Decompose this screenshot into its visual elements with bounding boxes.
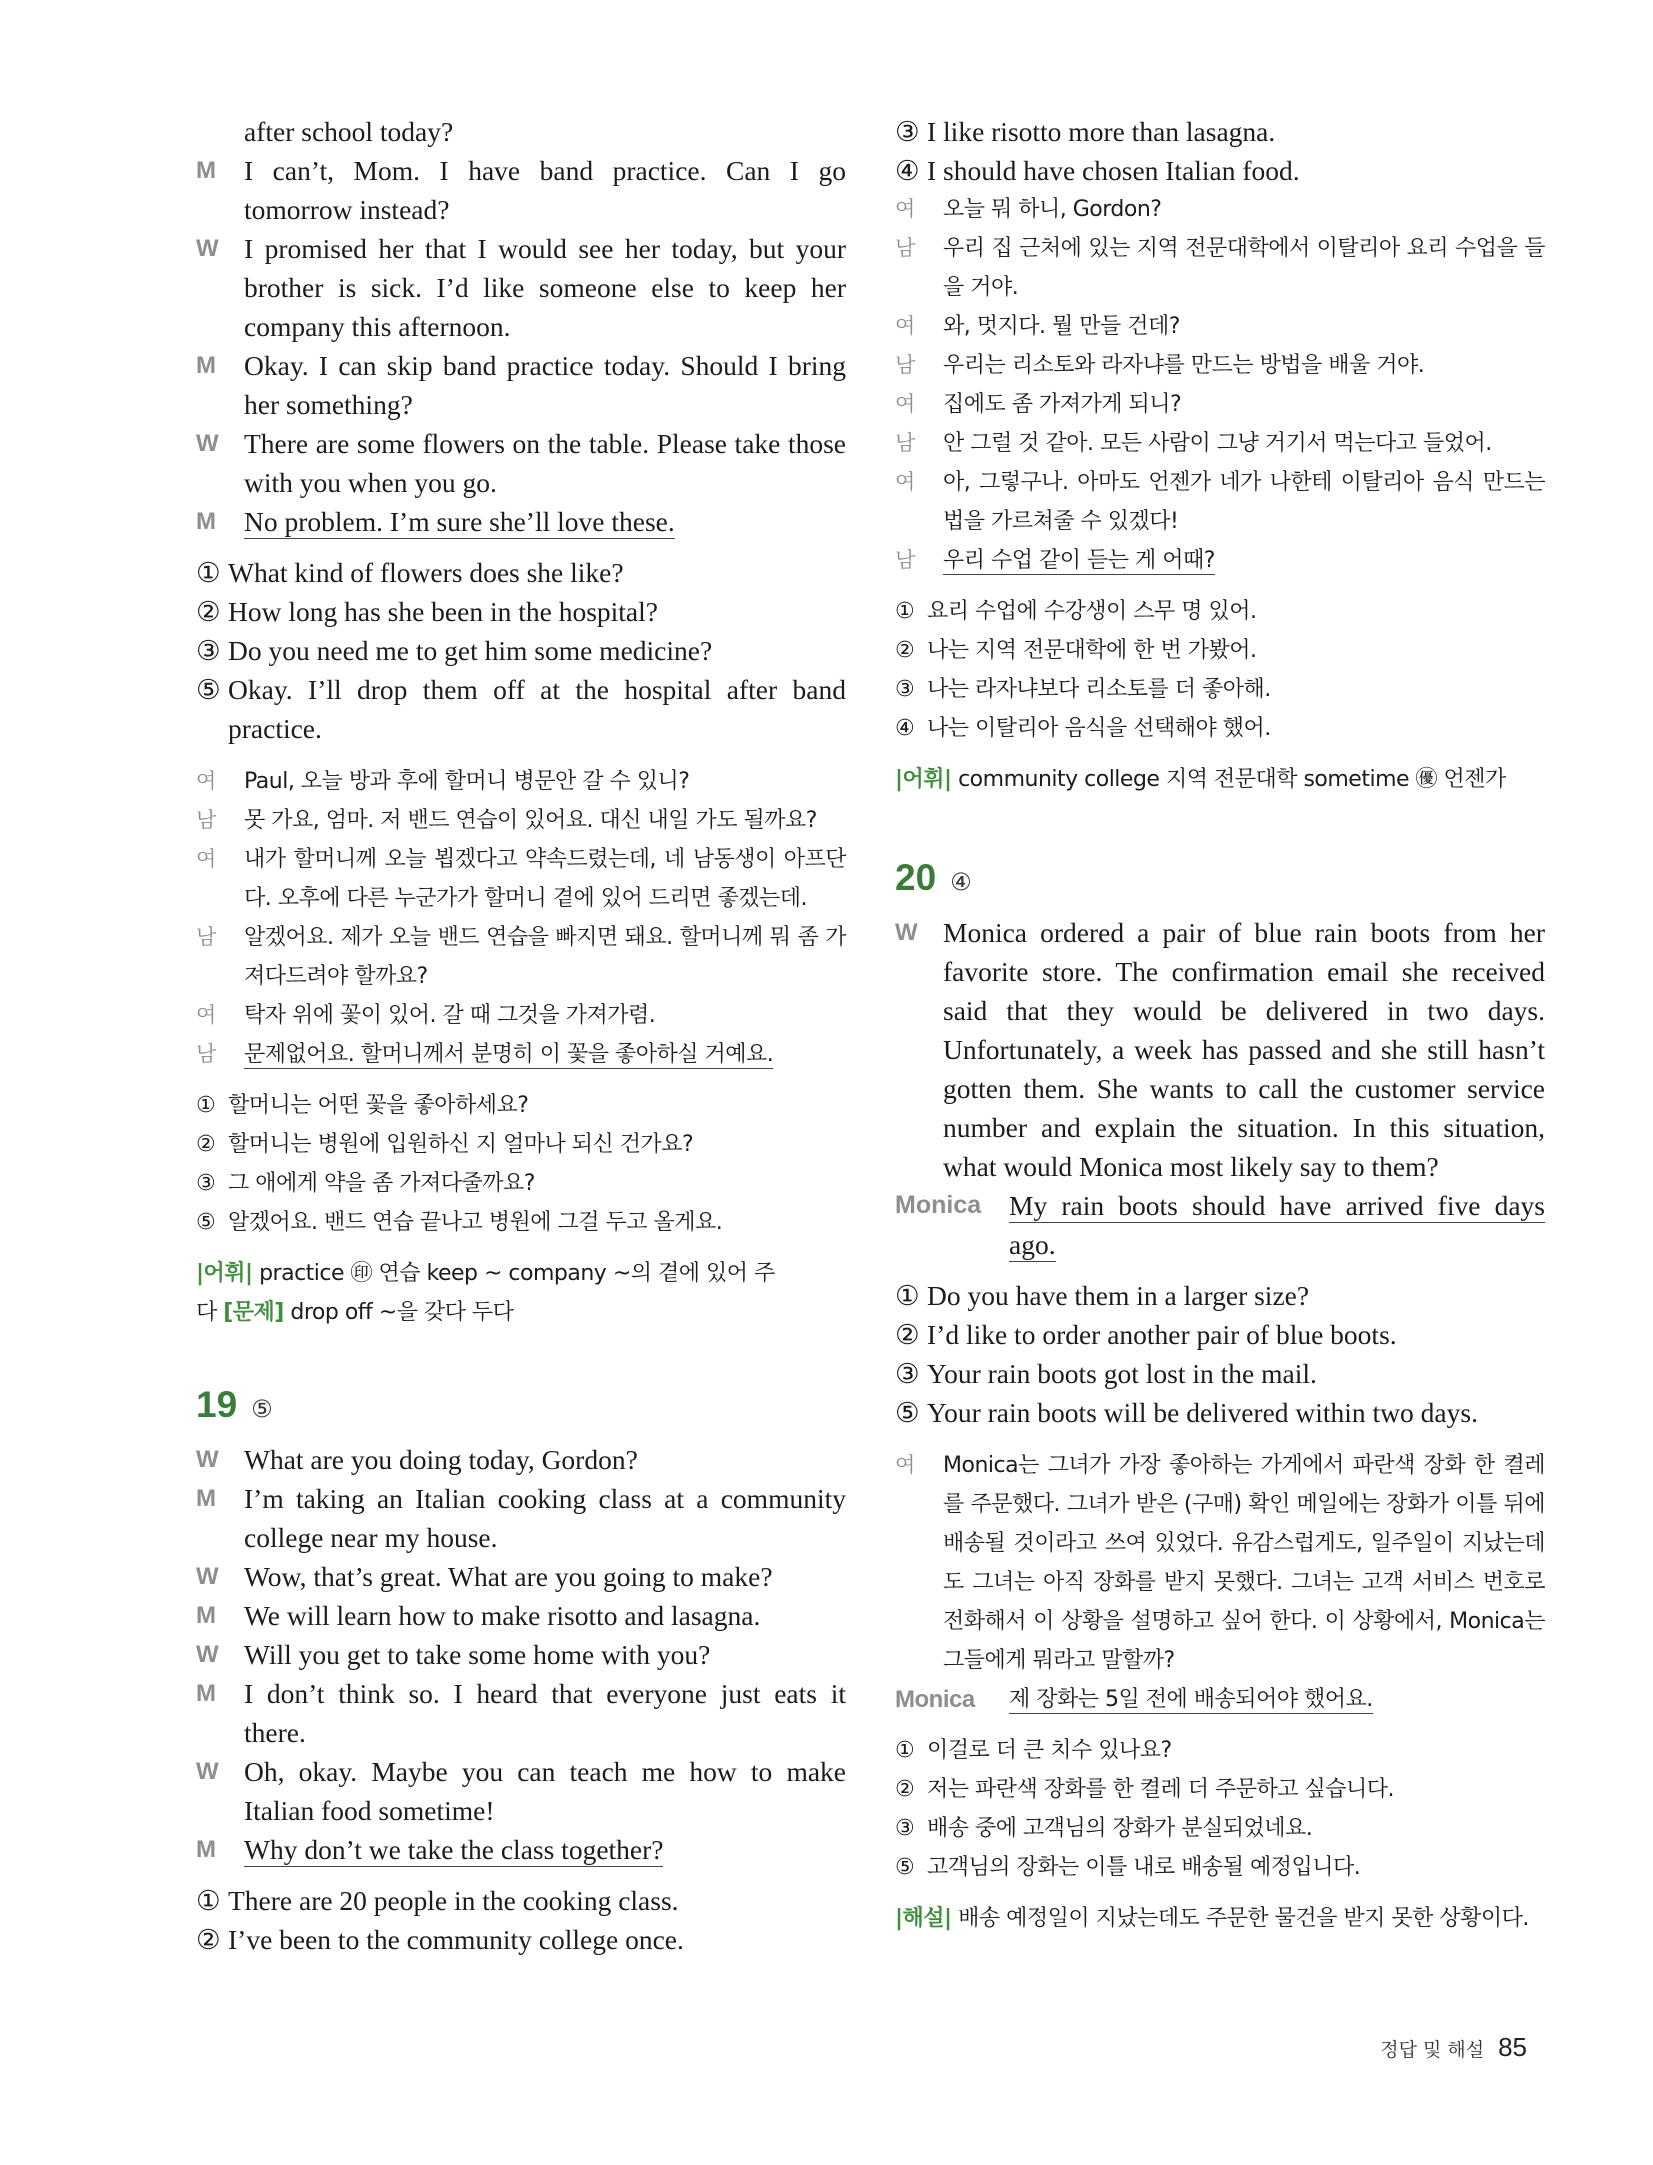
dialogue-text: I’m taking an Italian cooking class at a community college near my house. xyxy=(244,1483,846,1553)
option-item xyxy=(196,1086,846,1125)
dialogue-text: Paul, 오늘 방과 후에 할머니 병문안 갈 수 있니? xyxy=(244,769,690,794)
speaker-label: M xyxy=(196,157,216,184)
vocab-line xyxy=(196,1254,846,1293)
dialogue-text: 내가 할머니께 오늘 뵙겠다고 약속드렸는데, 네 남동생이 아프단다. 오후에 다른 누군가가 할머니 곁에 있어 드리면 좋겠는데. xyxy=(244,847,846,911)
dialogue-line xyxy=(895,229,1545,307)
option-text: I like risotto more than lasagna. xyxy=(927,116,1276,147)
dialogue-text: 탁자 위에 꽃이 있어. 갈 때 그것을 가져가렴. xyxy=(244,1003,656,1028)
option-text: 알겠어요. 밴드 연습 끝나고 병원에 그걸 두고 올게요. xyxy=(228,1210,723,1235)
dialogue-line xyxy=(895,346,1545,385)
dialogue-line xyxy=(895,913,1545,1186)
answer-line-wrap xyxy=(244,502,846,541)
speaker-label: 남 xyxy=(895,548,915,572)
option-item xyxy=(895,1276,1545,1315)
dialogue-line xyxy=(196,996,846,1035)
speaker-label: W xyxy=(196,235,219,262)
vocab-tag: |어휘| xyxy=(196,1261,253,1286)
right-column xyxy=(895,112,1545,1938)
speaker-label: W xyxy=(196,1446,219,1473)
dialogue-line xyxy=(895,1680,1545,1719)
dialogue-line xyxy=(895,1186,1545,1264)
option-item xyxy=(196,670,846,748)
dialogue-text: I don’t think so. I heard that everyone just eats it there. xyxy=(244,1678,846,1748)
option-number: ⑤ xyxy=(895,1397,920,1428)
q19-dialogue xyxy=(196,1440,846,1869)
q20-options xyxy=(895,1276,1545,1432)
question-number: 19 xyxy=(196,1384,238,1425)
narration-text: Monica ordered a pair of blue rain boots from her favorite store. The confirmation email she received said that they would be delivered in two days. Unfortunately, a week has passed and she still hasn’t gotten them. She wants to call the customer service number and explain the situation. In this situation, what would Monica most likely say to them? xyxy=(943,917,1545,1182)
answer-line-wrap xyxy=(1009,1680,1545,1719)
dialogue-text: 와, 멋지다. 뭘 만들 건데? xyxy=(943,314,1180,339)
option-item xyxy=(196,592,846,631)
option-item xyxy=(895,670,1545,709)
option-number: ③ xyxy=(895,1816,915,1841)
dialogue-text: after school today? xyxy=(244,116,454,147)
speaker-label: M xyxy=(196,1602,216,1629)
vocab-tag: |어휘| xyxy=(895,767,952,792)
question-20-header xyxy=(895,857,1545,899)
option-item xyxy=(895,631,1545,670)
dialogue-line xyxy=(196,1830,846,1869)
vocab-text-pre: 다 xyxy=(196,1300,224,1325)
dialogue-text: 오늘 뭐 하니, Gordon? xyxy=(943,197,1162,222)
option-item xyxy=(895,1770,1545,1809)
option-number: ① xyxy=(196,1885,221,1916)
answer-line-wrap xyxy=(244,1830,846,1869)
option-item xyxy=(196,1203,846,1242)
dialogue-line xyxy=(196,1674,846,1752)
dialogue-line xyxy=(895,463,1545,541)
dialogue-line xyxy=(196,502,846,541)
option-number: ⑤ xyxy=(196,1210,216,1235)
option-item xyxy=(895,112,1545,151)
option-text: 할머니는 어떤 꽃을 좋아하세요? xyxy=(228,1093,529,1118)
dialogue-line xyxy=(895,307,1545,346)
speaker-label: 여 xyxy=(895,314,915,338)
speaker-label: M xyxy=(196,508,216,535)
option-number: ③ xyxy=(196,1171,216,1196)
dialogue-text: 알겠어요. 제가 오늘 밴드 연습을 빠지면 돼요. 할머니께 뭐 좀 가져다드려야 할까요? xyxy=(244,925,846,989)
answer-line-wrap xyxy=(244,1035,846,1074)
dialogue-line xyxy=(196,801,846,840)
question-number: 20 xyxy=(895,857,937,898)
option-text: 나는 라자냐보다 리소토를 더 좋아해. xyxy=(927,677,1271,702)
answer-mark: ⑤ xyxy=(251,1395,273,1423)
option-text: 배송 중에 고객님의 장화가 분실되었네요. xyxy=(927,1816,1313,1841)
option-text: 그 애에게 약을 좀 가져다줄까요? xyxy=(228,1171,535,1196)
dialogue-line xyxy=(196,918,846,996)
q18-korean-dialogue xyxy=(196,762,846,1074)
dialogue-line xyxy=(196,1440,846,1479)
option-item xyxy=(895,1354,1545,1393)
narration-text: Monica는 그녀가 가장 좋아하는 가게에서 파란색 장화 한 켤레를 주문했다. 그녀가 받은 (구매) 확인 메일에는 장화가 이틀 뒤에 배송될 것이라고 쓰여 있었다. 유감스럽게도, 일주일이 지났는데도 그녀는 아직 장화를 받지 못했다. 그녀는 고객 서비스 번호로 전화해서 이 상황을 설명하고 싶어 한다. 이 상황에서, Monica는 그들에게 뭐라고 말할까? xyxy=(943,1453,1545,1673)
speaker-label: M xyxy=(196,1680,216,1707)
option-text: Your rain boots will be delivered within two days. xyxy=(927,1397,1478,1428)
option-item xyxy=(196,1164,846,1203)
q20-narration xyxy=(895,913,1545,1264)
q18-korean-options xyxy=(196,1086,846,1242)
option-text: Okay. I’ll drop them off at the hospital after band practice. xyxy=(228,674,846,744)
option-item xyxy=(895,1809,1545,1848)
speaker-label: 남 xyxy=(895,431,915,455)
dialogue-line xyxy=(196,1752,846,1830)
answer-line: No problem. I’m sure she’ll love these. xyxy=(244,506,675,537)
dialogue-line xyxy=(895,541,1545,580)
speaker-label: W xyxy=(196,1641,219,1668)
dialogue-text: Wow, that’s great. What are you going to make? xyxy=(244,1561,773,1592)
speaker-label: Monica xyxy=(895,1686,975,1713)
speaker-label: 여 xyxy=(895,1453,915,1477)
answer-line-wrap xyxy=(1009,1186,1545,1264)
q18-options xyxy=(196,553,846,748)
option-number: ② xyxy=(196,596,221,627)
speaker-label: 여 xyxy=(196,847,216,871)
option-item xyxy=(196,1125,846,1164)
answer-line-wrap xyxy=(943,541,1545,580)
speaker-label: M xyxy=(196,1836,216,1863)
option-item xyxy=(196,1920,846,1959)
speaker-label: W xyxy=(895,919,918,946)
dialogue-text: Okay. I can skip band practice today. Should I bring her something? xyxy=(244,350,846,420)
option-text: What kind of flowers does she like? xyxy=(228,557,624,588)
page-number: 85 xyxy=(1498,2032,1527,2062)
option-number: ③ xyxy=(196,635,221,666)
option-number: ② xyxy=(895,638,915,663)
speaker-label: W xyxy=(196,1563,219,1590)
option-text: 할머니는 병원에 입원하신 지 얼마나 되신 건가요? xyxy=(228,1132,694,1157)
dialogue-line xyxy=(196,1635,846,1674)
option-text: Your rain boots got lost in the mail. xyxy=(927,1358,1317,1389)
dialogue-line xyxy=(196,1596,846,1635)
footer-section-title: 정답 및 해설 xyxy=(1380,2039,1485,2061)
page-footer xyxy=(1380,2032,1527,2063)
speaker-label: 여 xyxy=(196,1003,216,1027)
dialogue-line xyxy=(196,1557,846,1596)
dialogue-line xyxy=(196,151,846,229)
dialogue-text: We will learn how to make risotto and lasagna. xyxy=(244,1600,761,1631)
q19-options xyxy=(196,1881,846,1959)
option-item xyxy=(895,1393,1545,1432)
option-text: I’d like to order another pair of blue boots. xyxy=(927,1319,1397,1350)
dialogue-line xyxy=(895,1446,1545,1680)
option-number: ③ xyxy=(895,677,915,702)
option-text: Do you have them in a larger size? xyxy=(927,1280,1310,1311)
dialogue-text: I promised her that I would see her today, but your brother is sick. I’d like someone else to keep her company this afternoon. xyxy=(244,233,846,342)
speaker-label: 여 xyxy=(196,769,216,793)
option-text: 나는 이탈리아 음식을 선택해야 했어. xyxy=(927,716,1271,741)
vocab-text: practice ㊞ 연습 keep ~ company ~의 곁에 있어 주 xyxy=(259,1261,775,1286)
option-item xyxy=(196,553,846,592)
q18-dialogue xyxy=(196,112,846,541)
speaker-label: W xyxy=(196,430,219,457)
option-number: ④ xyxy=(895,155,920,186)
option-text: Do you need me to get him some medicine? xyxy=(228,635,713,666)
dialogue-line xyxy=(196,1479,846,1557)
dialogue-text: There are some flowers on the table. Please take those with you when you go. xyxy=(244,428,846,498)
answer-line: 우리 수업 같이 듣는 게 어때? xyxy=(943,548,1215,573)
dialogue-text: Will you get to take some home with you? xyxy=(244,1639,711,1670)
option-item xyxy=(196,631,846,670)
option-item xyxy=(196,1881,846,1920)
vocab-text: drop off ~을 갖다 두다 xyxy=(283,1300,514,1325)
dialogue-line xyxy=(196,840,846,918)
speaker-label: 남 xyxy=(196,925,216,949)
option-item xyxy=(895,1731,1545,1770)
speaker-label: 여 xyxy=(895,392,915,416)
speaker-label: 여 xyxy=(895,470,915,494)
option-number: ② xyxy=(895,1319,920,1350)
option-text: 저는 파란색 장화를 한 켤레 더 주문하고 싶습니다. xyxy=(927,1777,1394,1802)
option-item xyxy=(895,592,1545,631)
option-number: ② xyxy=(196,1924,221,1955)
option-text: How long has she been in the hospital? xyxy=(228,596,658,627)
option-number: ③ xyxy=(895,116,920,147)
dialogue-line xyxy=(196,762,846,801)
dialogue-line xyxy=(196,229,846,346)
option-number: ③ xyxy=(895,1358,920,1389)
option-number: ④ xyxy=(895,716,915,741)
q20-korean-narration xyxy=(895,1446,1545,1719)
option-number: ① xyxy=(196,557,221,588)
dialogue-line xyxy=(196,112,846,151)
q19-korean-options xyxy=(895,592,1545,748)
answer-line: 제 장화는 5일 전에 배송되어야 했어요. xyxy=(1009,1687,1373,1712)
option-number: ⑤ xyxy=(196,674,221,705)
option-number: ① xyxy=(895,1738,915,1763)
dialogue-text: 아, 그렇구나. 아마도 언젠가 네가 나한테 이탈리아 음식 만드는 법을 가르쳐줄 수 있겠다! xyxy=(943,470,1545,534)
dialogue-line xyxy=(196,424,846,502)
option-number: ① xyxy=(196,1093,216,1118)
dialogue-text: Oh, okay. Maybe you can teach me how to make Italian food sometime! xyxy=(244,1756,846,1826)
speaker-label: 남 xyxy=(196,1042,216,1066)
q19-vocabulary xyxy=(895,760,1545,799)
option-item xyxy=(895,1315,1545,1354)
dialogue-text: 집에도 좀 가져가게 되니? xyxy=(943,392,1182,417)
dialogue-line xyxy=(196,1035,846,1074)
option-number: ① xyxy=(895,1280,920,1311)
q20-explanation xyxy=(895,1899,1545,1938)
speaker-label: Monica xyxy=(895,1191,982,1219)
dialogue-line xyxy=(895,190,1545,229)
dialogue-text: 우리 집 근처에 있는 지역 전문대학에서 이탈리아 요리 수업을 들을 거야. xyxy=(943,236,1545,300)
answer-line: My rain boots should have arrived five days ago. xyxy=(1009,1190,1545,1260)
option-text: 나는 지역 전문대학에 한 번 가봤어. xyxy=(927,638,1257,663)
q19-korean-dialogue xyxy=(895,190,1545,580)
option-number: ⑤ xyxy=(895,1855,915,1880)
q18-vocabulary xyxy=(196,1254,846,1332)
dialogue-text: I can’t, Mom. I have band practice. Can I go tomorrow instead? xyxy=(244,155,846,225)
speaker-label: M xyxy=(196,1485,216,1512)
explanation-text: 배송 예정일이 지났는데도 주문한 물건을 받지 못한 상황이다. xyxy=(958,1906,1529,1931)
dialogue-line xyxy=(895,424,1545,463)
answer-line: Why don’t we take the class together? xyxy=(244,1834,664,1865)
dialogue-text: 안 그럴 것 같아. 모든 사람이 그냥 거기서 먹는다고 들었어. xyxy=(943,431,1492,456)
speaker-label: 남 xyxy=(895,236,915,260)
dialogue-line xyxy=(196,346,846,424)
vocab-problem-tag: [문제] xyxy=(223,1300,284,1325)
speaker-label: W xyxy=(196,1758,219,1785)
q20-korean-options xyxy=(895,1731,1545,1887)
option-text: 고객님의 장화는 이틀 내로 배송될 예정입니다. xyxy=(927,1855,1361,1880)
dialogue-text: What are you doing today, Gordon? xyxy=(244,1444,638,1475)
speaker-label: 여 xyxy=(895,197,915,221)
option-number: ② xyxy=(196,1132,216,1157)
option-number: ② xyxy=(895,1777,915,1802)
answer-line: 문제없어요. 할머니께서 분명히 이 꽃을 좋아하실 거예요. xyxy=(244,1042,774,1067)
speaker-label: 남 xyxy=(895,353,915,377)
question-19-header xyxy=(196,1384,846,1426)
option-text: I should have chosen Italian food. xyxy=(927,155,1300,186)
speaker-label: M xyxy=(196,352,216,379)
option-text: I’ve been to the community college once. xyxy=(228,1924,684,1955)
option-item xyxy=(895,151,1545,190)
explanation-tag: |해설| xyxy=(895,1906,952,1931)
vocab-text: community college 지역 전문대학 sometime ㊝ 언젠가 xyxy=(958,767,1506,792)
answer-mark: ④ xyxy=(950,868,972,896)
dialogue-line xyxy=(895,385,1545,424)
option-text: 이걸로 더 큰 치수 있나요? xyxy=(927,1738,1172,1763)
dialogue-text: 우리는 리소토와 라자냐를 만드는 방법을 배울 거야. xyxy=(943,353,1425,378)
option-item xyxy=(895,709,1545,748)
left-column xyxy=(196,112,846,1959)
option-item xyxy=(895,1848,1545,1887)
option-number: ① xyxy=(895,599,915,624)
option-text: There are 20 people in the cooking class. xyxy=(228,1885,679,1916)
q19-options-continued xyxy=(895,112,1545,190)
option-text: 요리 수업에 수강생이 스무 명 있어. xyxy=(927,599,1257,624)
dialogue-text: 못 가요, 엄마. 저 밴드 연습이 있어요. 대신 내일 가도 될까요? xyxy=(244,808,817,833)
vocab-line xyxy=(196,1293,846,1332)
speaker-label: 남 xyxy=(196,808,216,832)
